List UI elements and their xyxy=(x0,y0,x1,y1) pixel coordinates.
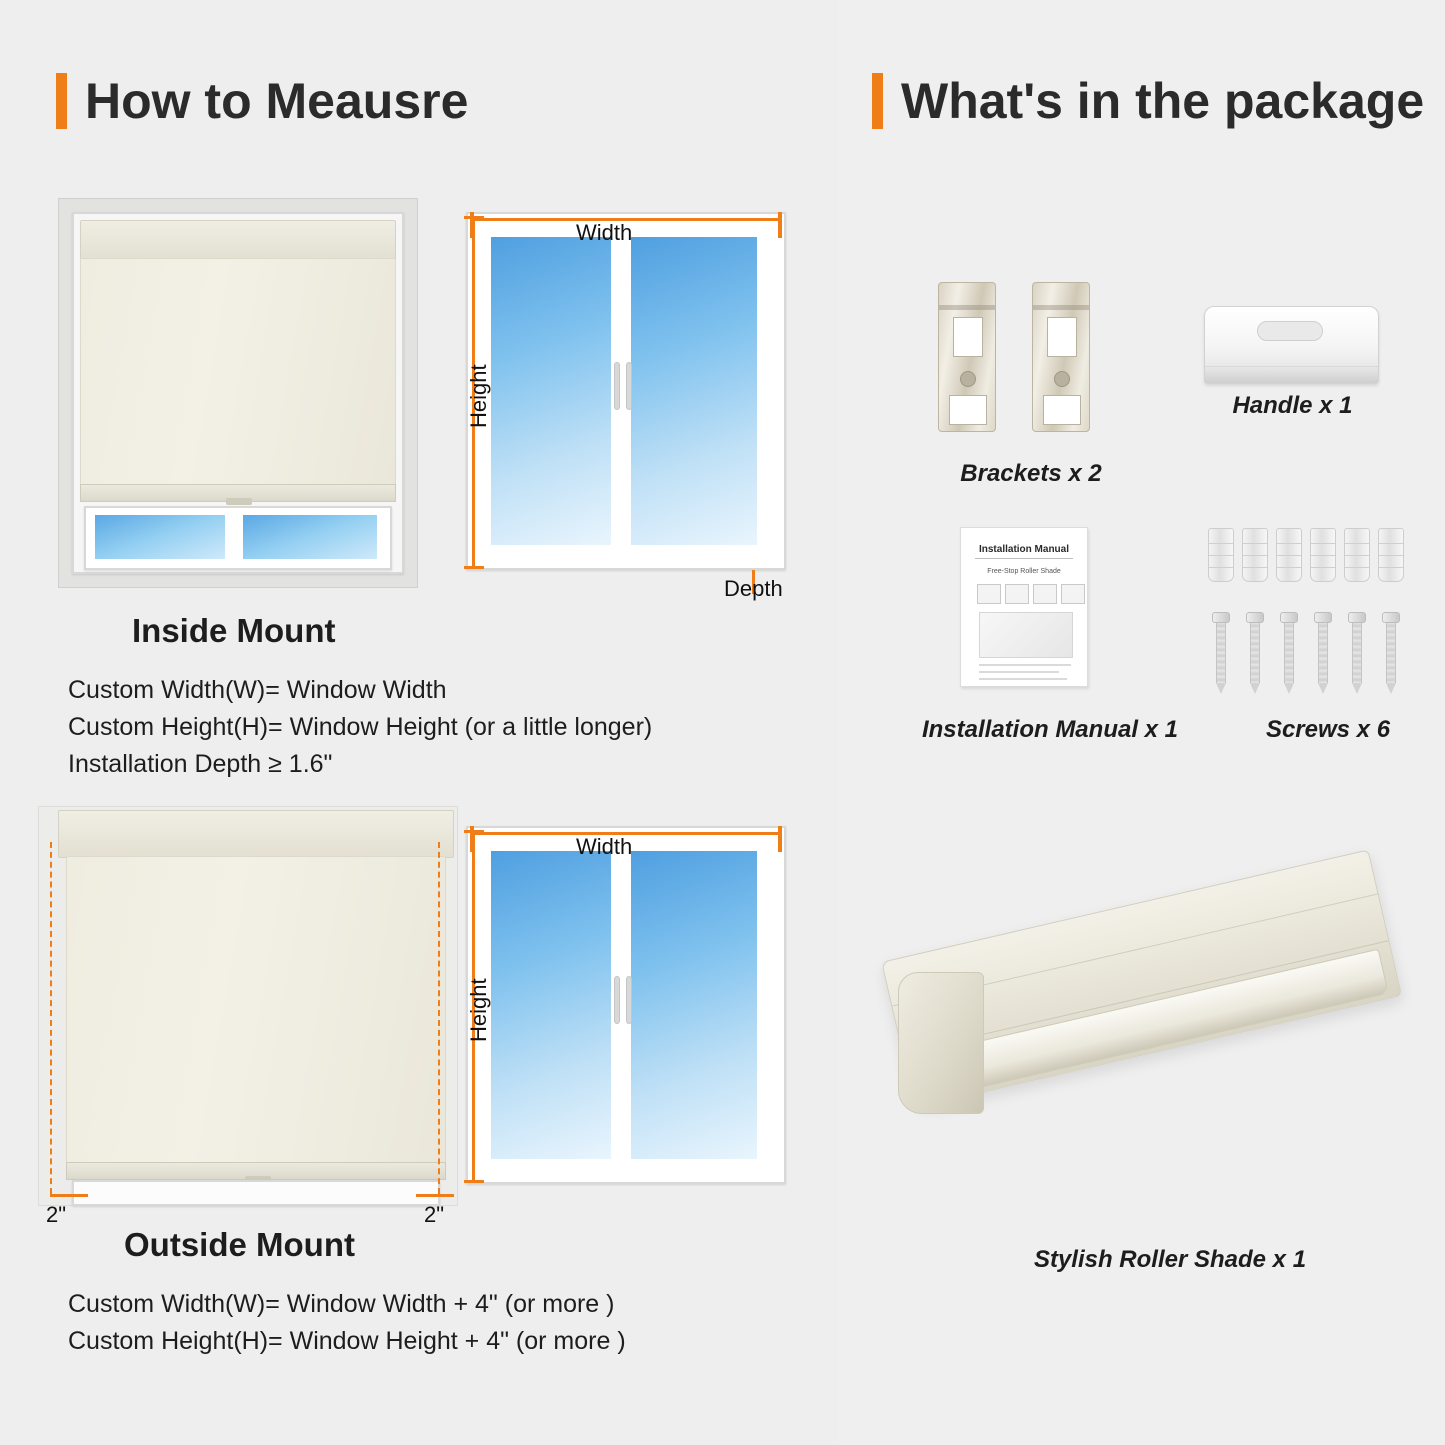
outside-overhang-right-label: 2" xyxy=(424,1202,445,1227)
screw-5 xyxy=(1348,612,1366,694)
outside-window-handle-left xyxy=(614,976,620,1024)
outside-height-label: Height xyxy=(466,978,491,1042)
handle-label: Handle x 1 xyxy=(1232,392,1353,419)
manual-figure xyxy=(979,612,1073,658)
shade-headrail xyxy=(80,220,396,260)
shade-bottom-rail xyxy=(80,484,396,502)
bracket-hole-1 xyxy=(960,371,976,387)
overhang-tick-right xyxy=(416,1194,454,1197)
window-frame-lower xyxy=(84,506,392,570)
roller-shade-product xyxy=(898,860,1398,1240)
manual-text-line-2 xyxy=(979,671,1059,673)
inside-mount-measure-diagram xyxy=(452,198,800,601)
package-heading-text: What's in the package xyxy=(901,73,1425,129)
bracket-slot-2b xyxy=(1043,395,1081,425)
overhang-tick-left xyxy=(50,1194,88,1197)
screw-4 xyxy=(1314,612,1332,694)
outside-overhang-left-label: 2" xyxy=(46,1202,67,1227)
inside-mount-title: Inside Mount xyxy=(132,612,336,649)
inside-mount-illustration xyxy=(58,198,418,588)
screw-2 xyxy=(1246,612,1264,694)
how-to-measure-heading xyxy=(56,72,468,130)
outside-measure-window-frame xyxy=(466,826,786,1184)
outside-width-label: Width xyxy=(576,834,633,859)
package-heading xyxy=(872,72,1424,130)
outside-window-sill xyxy=(72,1180,440,1206)
brackets-label: Brackets x 2 xyxy=(960,460,1102,487)
shade-pull-tab xyxy=(226,498,252,505)
heading-accent-bar xyxy=(56,73,67,129)
bracket-band-1 xyxy=(939,305,995,310)
wall-anchor-5 xyxy=(1344,528,1370,582)
inside-mount-text-block xyxy=(68,668,652,779)
inside-height-label: Height xyxy=(466,364,491,428)
handle-grip xyxy=(1257,321,1323,341)
inside-width-label: Width xyxy=(576,220,633,245)
handle-lip xyxy=(1205,366,1378,383)
manual-thumbnails xyxy=(977,584,1085,604)
outside-mount-text-block xyxy=(68,1282,626,1356)
wall-anchor-6 xyxy=(1378,528,1404,582)
package-heading-accent-bar xyxy=(872,73,883,129)
manual-text-line-1 xyxy=(979,664,1071,666)
outside-measure-glass-right xyxy=(630,850,758,1160)
outside-shade-bottom-rail xyxy=(66,1162,446,1180)
manual-thumb-1 xyxy=(977,584,1001,604)
measure-glass-right xyxy=(630,236,758,546)
manual-label: Installation Manual x 1 xyxy=(921,716,1179,743)
outside-mount-title-block xyxy=(124,1226,355,1264)
overhang-guide-left xyxy=(50,842,52,1194)
bracket-slot-1 xyxy=(953,317,983,357)
outside-mount-title: Outside Mount xyxy=(124,1226,355,1263)
screws-label: Screws x 6 xyxy=(1265,716,1391,743)
inside-mount-line-3: Installation Depth ≥ 1.6" xyxy=(68,750,333,778)
installation-manual-item xyxy=(960,527,1088,687)
bracket-slot-2 xyxy=(1047,317,1077,357)
bracket-item-2 xyxy=(1032,282,1090,432)
roller-shade-end-cap xyxy=(898,972,984,1114)
outside-mount-line-2: Custom Height(H)= Window Height + 4" (or more ) xyxy=(68,1327,626,1355)
manual-thumb-4 xyxy=(1061,584,1085,604)
outside-width-tick-right xyxy=(778,826,782,852)
bracket-slot-1b xyxy=(949,395,987,425)
outside-measure-glass-left xyxy=(490,850,612,1160)
inside-mount-title-block xyxy=(132,612,335,650)
window-glass-right xyxy=(242,514,378,560)
bracket-hole-2 xyxy=(1054,371,1070,387)
bracket-band-2 xyxy=(1033,305,1089,310)
window-handle-left xyxy=(614,362,620,410)
measure-window-frame xyxy=(466,212,786,570)
inside-mount-line-2: Custom Height(H)= Window Height (or a little longer) xyxy=(68,713,653,741)
manual-title: Installation Manual xyxy=(975,544,1073,559)
manual-text-line-3 xyxy=(979,678,1067,680)
how-to-measure-heading-text: How to Meausre xyxy=(85,73,469,129)
screw-1 xyxy=(1212,612,1230,694)
package-contents-panel xyxy=(838,0,1445,1445)
wall-anchor-1 xyxy=(1208,528,1234,582)
manual-thumb-2 xyxy=(1005,584,1029,604)
wall-anchor-2 xyxy=(1242,528,1268,582)
outside-shade-headrail xyxy=(58,810,454,858)
roller-shade-label: Stylish Roller Shade x 1 xyxy=(1033,1246,1307,1273)
screw-6 xyxy=(1382,612,1400,694)
outside-shade-fabric xyxy=(66,856,446,1164)
shade-fabric xyxy=(80,258,396,486)
window-glass-left xyxy=(94,514,226,560)
wall-anchor-3 xyxy=(1276,528,1302,582)
manual-subtitle: Free-Stop Roller Shade xyxy=(987,568,1061,575)
screw-3 xyxy=(1280,612,1298,694)
bracket-item-1 xyxy=(938,282,996,432)
inside-mount-line-1: Custom Width(W)= Window Width xyxy=(68,676,447,704)
outside-mount-line-1: Custom Width(W)= Window Width + 4" (or more ) xyxy=(68,1290,615,1318)
inside-depth-label: Depth xyxy=(724,576,783,601)
manual-thumb-3 xyxy=(1033,584,1057,604)
handle-item xyxy=(1204,306,1379,384)
overhang-guide-right xyxy=(438,842,440,1194)
wall-anchor-4 xyxy=(1310,528,1336,582)
outside-window-handle-right xyxy=(626,976,632,1024)
outside-mount-illustration xyxy=(38,806,458,1227)
window-handle-right xyxy=(626,362,632,410)
outside-mount-measure-diagram xyxy=(452,812,800,1212)
measure-glass-left xyxy=(490,236,612,546)
width-tick-right xyxy=(778,212,782,238)
